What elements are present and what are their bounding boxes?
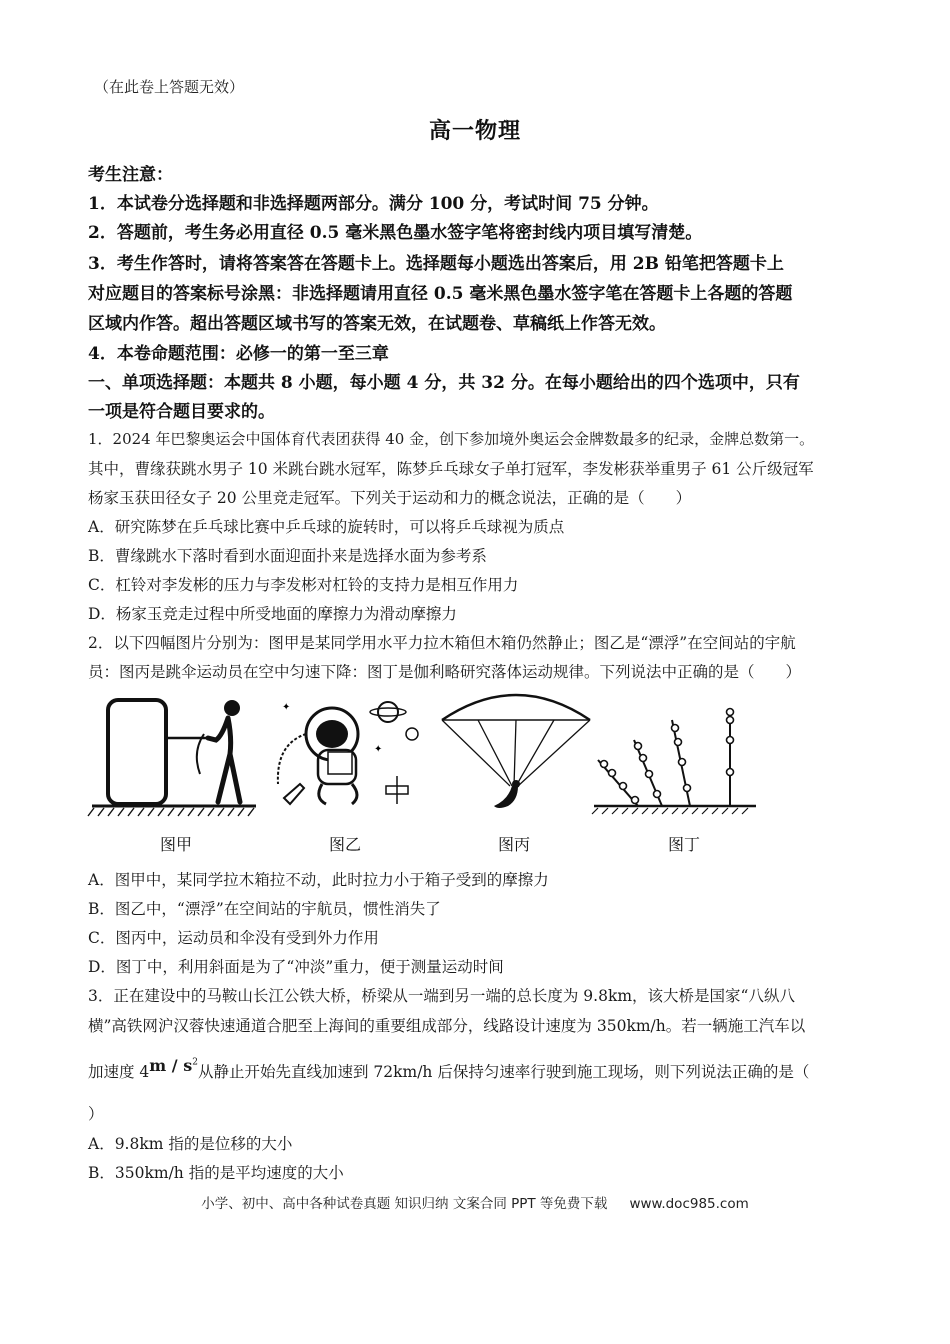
question-2-option-b: B．图乙中，“漂浮”在空间站的宇航员，惯性消失了 (88, 900, 441, 918)
question-1-option-a: A．研究陈梦在乒乓球比赛中乒乓球的旋转时，可以将乒乓球视为质点 (88, 518, 565, 536)
question-3-option-b: B．350km/h 指的是平均速度的大小 (88, 1164, 344, 1182)
figure-yi-astronaut (262, 690, 432, 820)
question-1-option-c: C．杠铃对李发彬的压力与李发彬对杠铃的支持力是相互作用力 (88, 576, 519, 594)
answer-invalid-notice: （在此卷上答题无效） (94, 78, 245, 96)
instructions-heading: 考生注意： (88, 165, 173, 185)
figure-caption-ding: 图丁 (667, 835, 700, 854)
question-2-option-d: D．图丁中，利用斜面是为了“冲淡”重力，便于测量运动时间 (88, 958, 504, 976)
question-3-stem: 横”高铁网沪汉蓉快速通道合肥至上海间的重要组成部分，线路设计速度为 350km/h。若一辆施工汽车以 (88, 1017, 806, 1035)
page-title: 高一物理 (428, 118, 521, 144)
question-2-option-c: C．图丙中，运动员和伞没有受到外力作用 (88, 929, 379, 947)
question-1-stem: 其中，曹缘获跳水男子 10 米跳台跳水冠军，陈梦乒乓球女子单打冠军，李发彬获举重男子 61 公斤级冠军 (88, 460, 814, 478)
question-2-option-a: A．图甲中，某同学拉木箱拉不动，此时拉力小于箱子受到的摩擦力 (88, 871, 549, 889)
acceleration-unit: m / $s^2$ (149, 1056, 198, 1075)
figure-caption-bing: 图丙 (497, 835, 530, 854)
acceleration-prefix: 加速度 4 (88, 1063, 150, 1081)
figure-caption-yi: 图乙 (328, 835, 361, 854)
figure-jia-pulling-box (84, 690, 264, 820)
instruction-item: 2．答题前，考生务必用直径 0.5 毫米黑色墨水签字笔将密封线内项目填写清楚。 (88, 223, 703, 243)
figure-ding-inclined-planes (590, 690, 760, 820)
question-3-option-a: A．9.8km 指的是位移的大小 (88, 1135, 293, 1153)
footer-text: 小学、初中、高中各种试卷真题 知识归纳 文案合同 PPT 等免费下载 (201, 1196, 608, 1212)
section-heading: 一项是符合题目要求的。 (88, 402, 275, 422)
question-1-option-b: B．曹缘跳水下落时看到水面迎面扑来是选择水面为参考系 (88, 547, 487, 565)
acceleration-suffix: 从静止开始先直线加速到 72km/h 后保持匀速率行驶到施工现场，则下列说法正确的是（ (197, 1063, 810, 1081)
page-footer (0, 1192, 950, 1212)
figure-caption-jia: 图甲 (159, 835, 192, 854)
question-3-acceleration-line (88, 1056, 810, 1082)
figure-bing-parachute (436, 690, 596, 820)
question-1-option-d: D．杨家玉竞走过程中所受地面的摩擦力为滑动摩擦力 (88, 605, 457, 623)
footer-site-link[interactable]: www.doc985.com (629, 1196, 749, 1212)
question-1-stem: 1．2024 年巴黎奥运会中国体育代表团获得 40 金，创下参加境外奥运会金牌数最多的纪录，金牌总数第一。 (88, 430, 815, 448)
instruction-item: 区域内作答。超出答题区域书写的答案无效，在试题卷、草稿纸上作答无效。 (88, 314, 666, 334)
svg-text:✦: ✦ (282, 702, 291, 713)
instruction-item: 4．本卷命题范围：必修一的第一至三章 (88, 344, 389, 364)
question-1-stem: 杨家玉获田径女子 20 公里竞走冠军。下列关于运动和力的概念说法，正确的是（ ） (88, 489, 692, 507)
question-2-figures (84, 690, 764, 860)
question-2-stem: 员：图丙是跳伞运动员在空中匀速下降：图丁是伽利略研究落体运动规律。下列说法中正确的是（ ） (88, 663, 802, 681)
svg-text:✦: ✦ (374, 744, 383, 755)
instruction-item: 1．本试卷分选择题和非选择题两部分。满分 100 分，考试时间 75 分钟。 (88, 194, 659, 214)
instruction-item: 3．考生作答时，请将答案答在答题卡上。选择题每小题选出答案后，用 2B 铅笔把答题卡上 (88, 254, 784, 274)
question-3-stem: 3．正在建设中的马鞍山长江公铁大桥，桥梁从一端到另一端的总长度为 9.8km，该大桥是国家“八纵八 (88, 987, 795, 1005)
question-3-close-paren: ） (88, 1105, 104, 1123)
section-heading: 一、单项选择题：本题共 8 小题，每小题 4 分，共 32 分。在每小题给出的四个选项中，只有 (88, 373, 800, 393)
question-2-stem: 2．以下四幅图片分别为：图甲是某同学用水平力拉木箱但木箱仍然静止；图乙是“漂浮”在空间站的宇航 (88, 634, 796, 652)
instruction-item: 对应题目的答案标号涂黑：非选择题请用直径 0.5 毫米黑色墨水签字笔在答题卡上各题的答题 (88, 284, 793, 304)
